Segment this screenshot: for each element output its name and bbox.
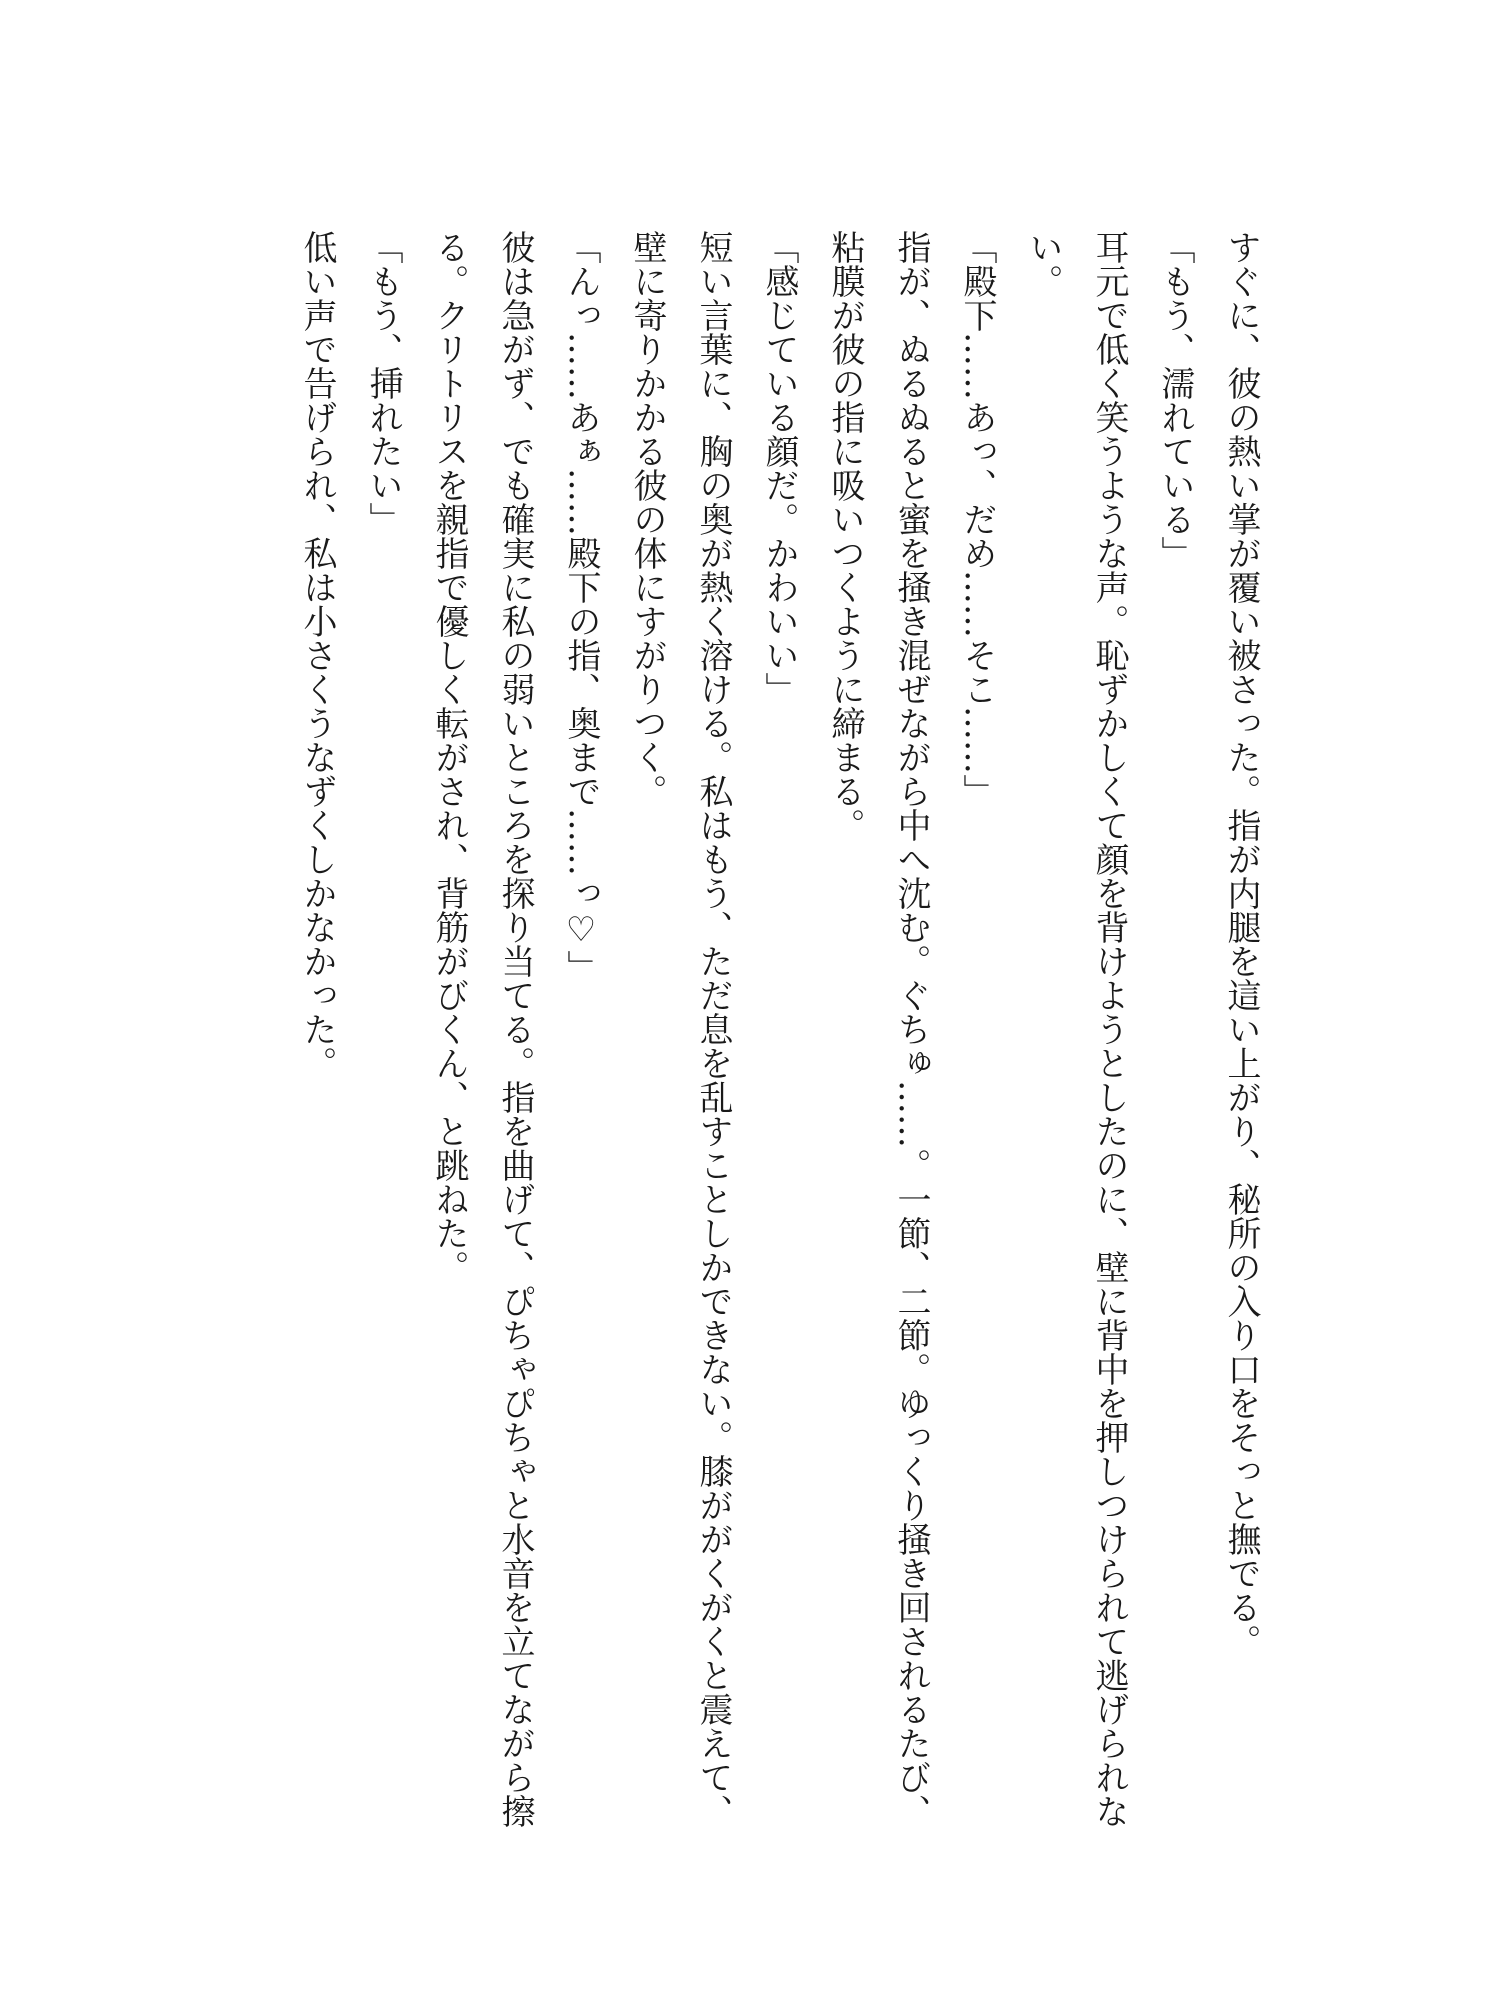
dialogue-paragraph: 「感じている顔だ。かわいい」 xyxy=(759,230,799,706)
paragraph: 指が、ぬるぬると蜜を掻き混ぜながら中へ沈む。ぐちゅ……。一節、二節。ゆっくり掻き回されるたび、粘膜が彼の指に吸いつくように締まる。 xyxy=(825,230,931,1828)
dialogue-paragraph: 「もう、濡れている」 xyxy=(1155,230,1195,570)
paragraph: 短い言葉に、胸の奥が熱く溶ける。私はもう、ただ息を乱すことしかできない。膝ががくがくと震えて、壁に寄りかかる彼の体にすがりつく。 xyxy=(627,230,733,1828)
paragraph: 低い声で告げられ、私は小さくうなずくしかなかった。 xyxy=(297,230,337,1080)
paragraph: 彼は急がず、でも確実に私の弱いところを探り当てる。指を曲げて、ぴちゃぴちゃと水音を立てながら擦る。クリトリスを親指で優しく転がされ、背筋がびくん、と跳ねた。 xyxy=(429,230,535,1828)
dialogue-paragraph: 「殿下……あっ、だめ……そこ……」 xyxy=(957,230,997,808)
dialogue-paragraph: 「んっ……あぁ……殿下の指、奥まで……っ♡」 xyxy=(561,230,601,984)
paragraph: すぐに、彼の熱い掌が覆い被さった。指が内腿を這い上がり、秘所の入り口をそっと撫でる。 xyxy=(1221,230,1261,1658)
paragraph: 耳元で低く笑うような声。恥ずかしくて顔を背けようとしたのに、壁に背中を押しつけられて逃げられない。 xyxy=(1023,230,1129,1828)
dialogue-paragraph: 「もう、挿れたい」 xyxy=(363,230,403,536)
vertical-text-body xyxy=(284,230,1274,1830)
